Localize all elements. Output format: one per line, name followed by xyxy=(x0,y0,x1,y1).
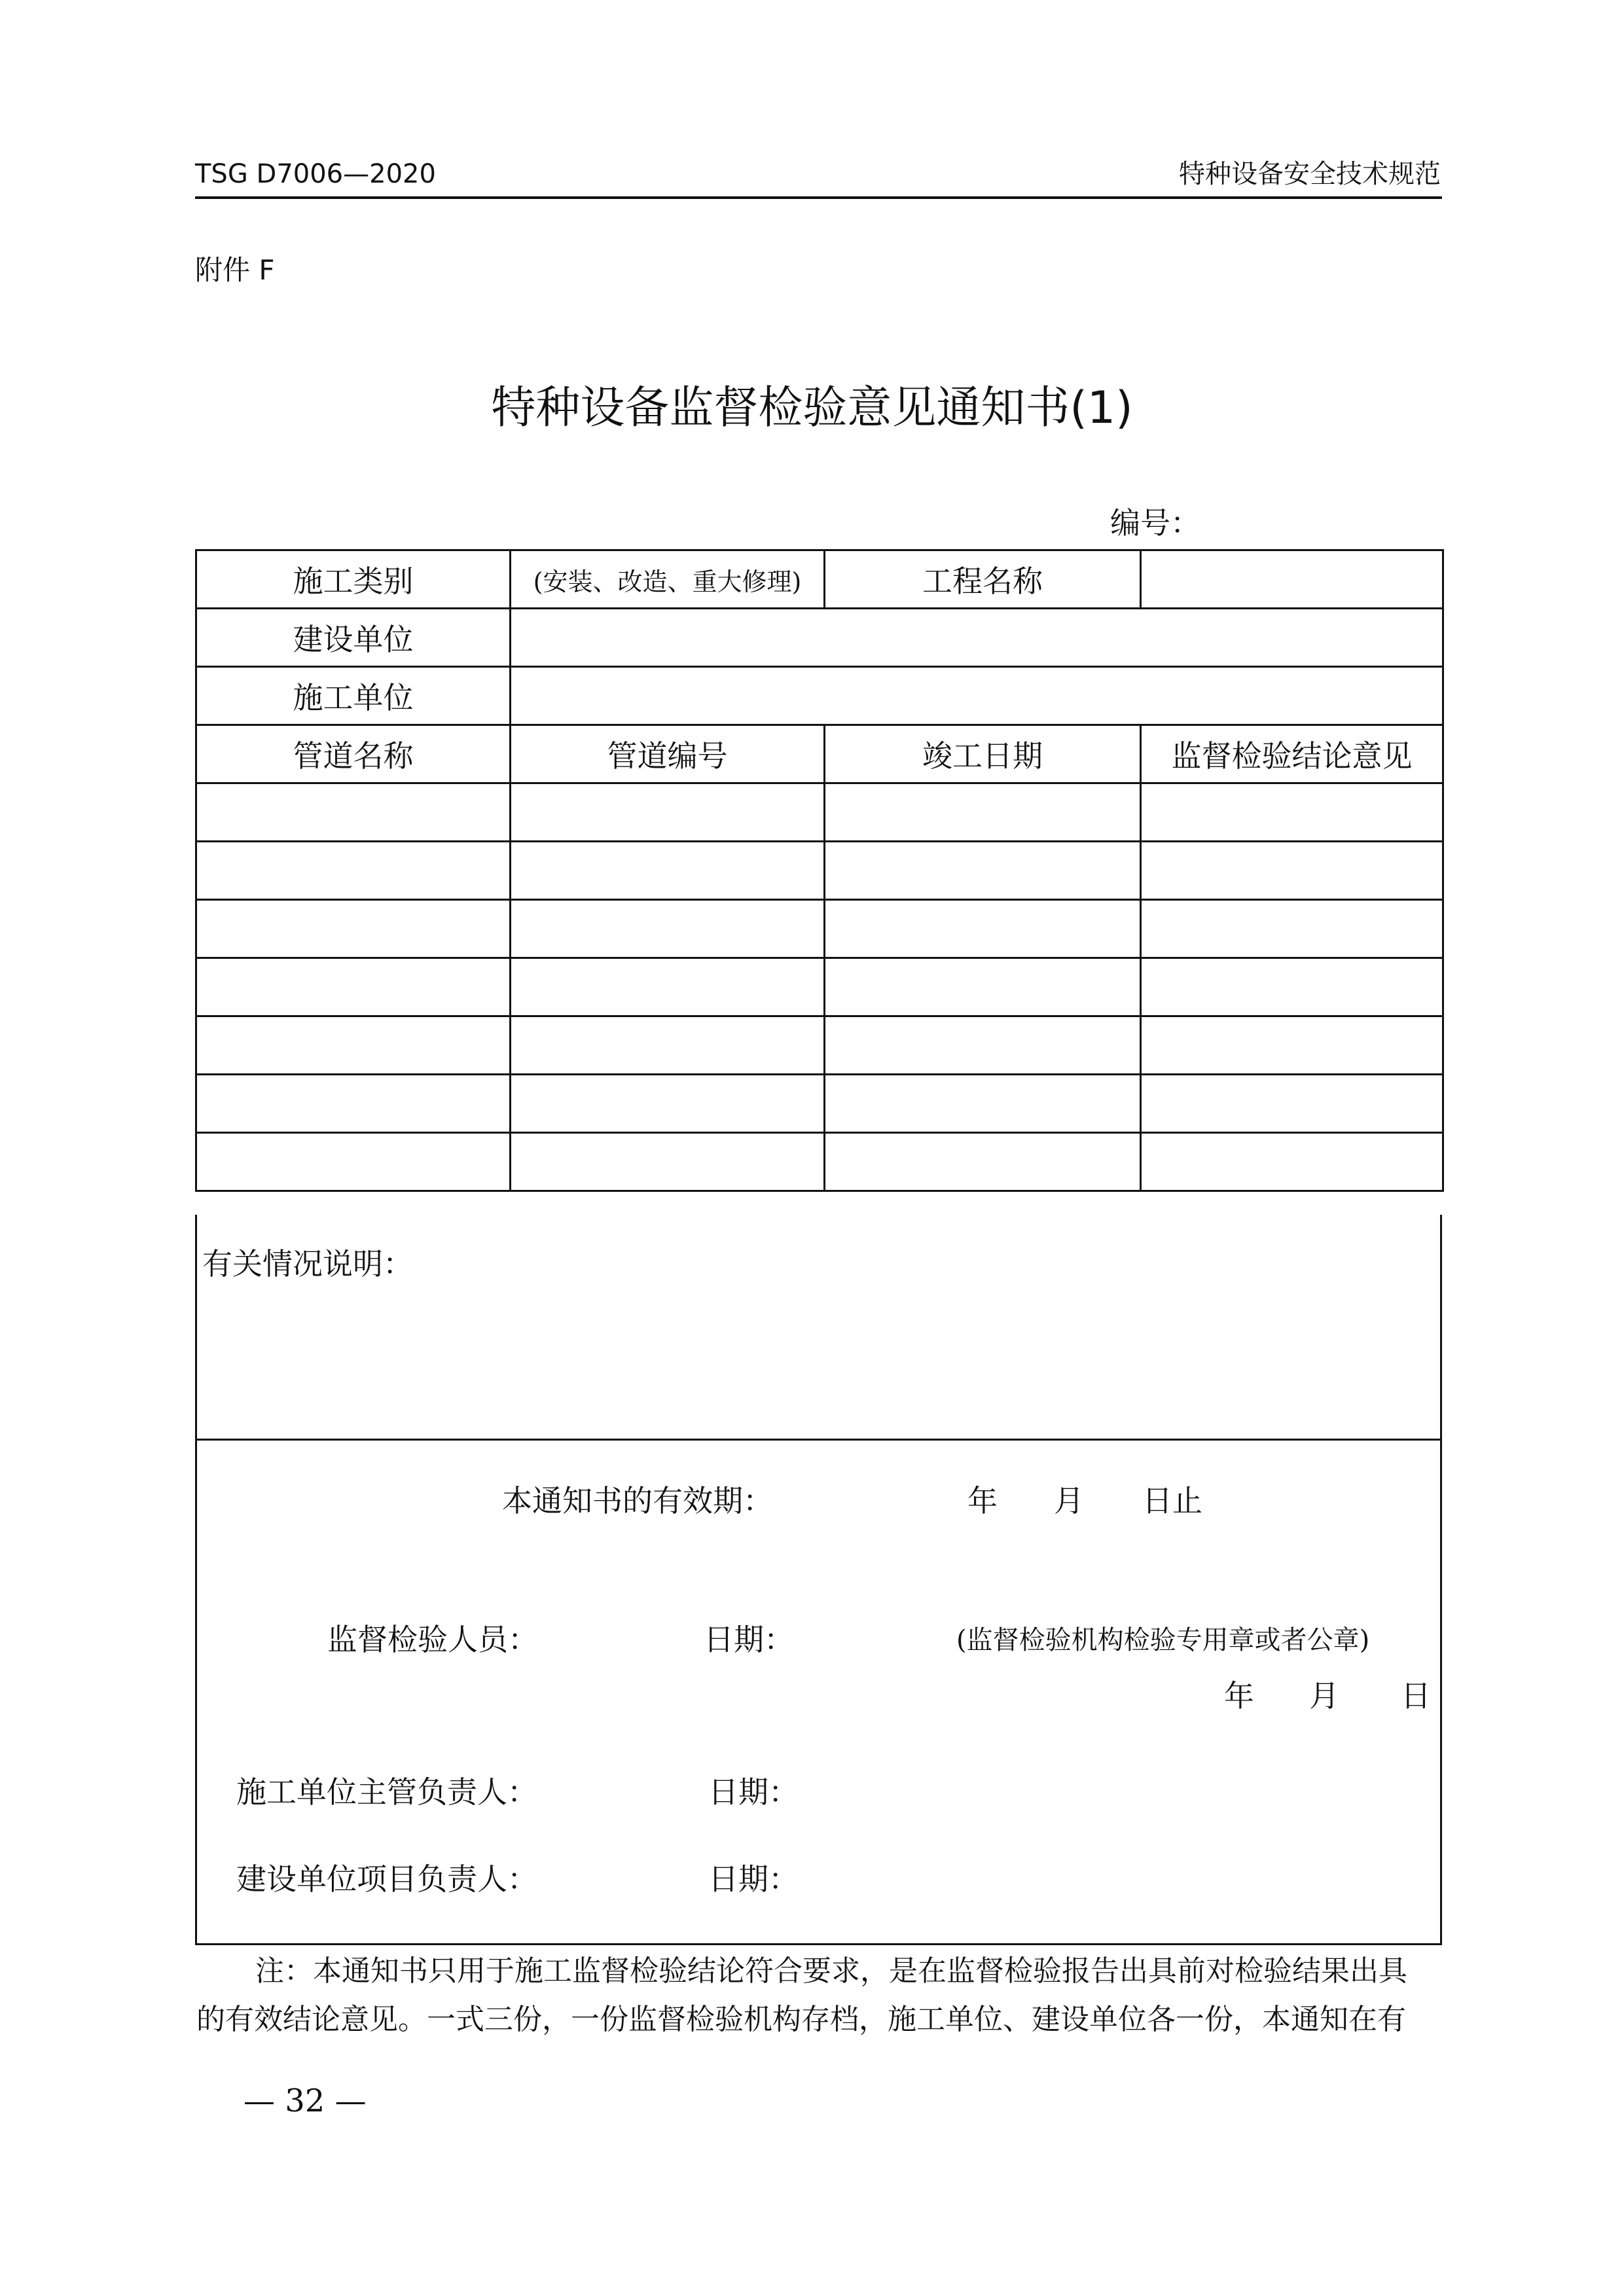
contractor-label: 施工单位 xyxy=(196,667,511,725)
owner-field[interactable] xyxy=(511,609,1443,667)
project-name-field[interactable] xyxy=(1141,550,1443,609)
seal-year: 年 xyxy=(1224,1678,1254,1713)
seal-month: 月 xyxy=(1309,1678,1339,1713)
header-rule xyxy=(195,196,1442,199)
cell[interactable] xyxy=(196,958,511,1016)
remarks-label: 有关情况说明： xyxy=(202,1246,413,1282)
cell[interactable] xyxy=(1141,842,1443,900)
table-row xyxy=(196,550,1443,609)
table-row xyxy=(196,1016,1443,1075)
table-row xyxy=(196,842,1443,900)
appendix-label: 附件 F xyxy=(195,254,275,286)
cell[interactable] xyxy=(825,842,1141,900)
serial-label: 编号： xyxy=(1110,505,1200,541)
note-line-1: 注：本通知书只用于施工监督检验结论符合要求，是在监督检验报告出具前对检验结果出具 xyxy=(255,1954,1407,1988)
owner-head-label: 建设单位项目负责人： xyxy=(236,1861,537,1897)
cell[interactable] xyxy=(1141,1016,1443,1075)
inspector-date-label: 日期： xyxy=(704,1622,794,1657)
page-number: — 32 — xyxy=(244,2083,367,2119)
inspection-table xyxy=(195,549,1444,1192)
table-row xyxy=(196,1075,1443,1133)
owner-head-date-label: 日期： xyxy=(708,1861,799,1897)
cell[interactable] xyxy=(825,1016,1141,1075)
cell[interactable] xyxy=(196,842,511,900)
cell[interactable] xyxy=(1141,900,1443,958)
cell[interactable] xyxy=(196,783,511,842)
cell[interactable] xyxy=(1141,958,1443,1016)
cell[interactable] xyxy=(1141,783,1443,842)
validity-year: 年 xyxy=(967,1483,998,1518)
cell[interactable] xyxy=(511,1075,825,1133)
cell[interactable] xyxy=(511,900,825,958)
cell[interactable] xyxy=(511,783,825,842)
inspector-label: 监督检验人员： xyxy=(327,1622,538,1657)
owner-label: 建设单位 xyxy=(196,609,511,667)
cell[interactable] xyxy=(196,1016,511,1075)
doc-code: TSG D7006—2020 xyxy=(195,159,436,189)
seal-note: (监督检验机构检验专用章或者公章) xyxy=(956,1625,1370,1655)
table-row xyxy=(196,1133,1443,1191)
construction-type-label: 施工类别 xyxy=(196,550,511,609)
column-header: 管道名称 xyxy=(196,725,511,783)
table-row xyxy=(196,609,1443,667)
validity-day: 日止 xyxy=(1142,1483,1202,1518)
table-row xyxy=(196,783,1443,842)
cell[interactable] xyxy=(196,900,511,958)
series-title: 特种设备安全技术规范 xyxy=(1179,159,1441,189)
cell[interactable] xyxy=(1141,1075,1443,1133)
column-header: 管道编号 xyxy=(511,725,825,783)
cell[interactable] xyxy=(511,1133,825,1191)
cell[interactable] xyxy=(1141,1133,1443,1191)
contractor-head-label: 施工单位主管负责人： xyxy=(236,1774,537,1810)
construction-type-options[interactable]: (安装、改造、重大修理) xyxy=(511,550,825,609)
contractor-field[interactable] xyxy=(511,667,1443,725)
note-line-2: 的有效结论意见。一式三份，一份监督检验机构存档，施工单位、建设单位各一份，本通知在有 xyxy=(196,2003,1406,2036)
column-header: 监督检验结论意见 xyxy=(1141,725,1443,783)
validity-label: 本通知书的有效期： xyxy=(502,1483,773,1518)
cell[interactable] xyxy=(511,1016,825,1075)
cell[interactable] xyxy=(825,900,1141,958)
cell[interactable] xyxy=(511,958,825,1016)
table-row xyxy=(196,958,1443,1016)
cell[interactable] xyxy=(825,1133,1141,1191)
cell[interactable] xyxy=(825,958,1141,1016)
cell[interactable] xyxy=(825,1075,1141,1133)
table-row xyxy=(196,900,1443,958)
table-header-row xyxy=(196,725,1443,783)
table-row xyxy=(196,667,1443,725)
cell[interactable] xyxy=(825,783,1141,842)
contractor-head-date-label: 日期： xyxy=(708,1774,799,1810)
validity-month: 月 xyxy=(1054,1483,1084,1518)
cell[interactable] xyxy=(511,842,825,900)
seal-day: 日 xyxy=(1401,1678,1431,1713)
project-name-label: 工程名称 xyxy=(825,550,1141,609)
page-title: 特种设备监督检验意见通知书(1) xyxy=(491,382,1133,434)
cell[interactable] xyxy=(196,1133,511,1191)
column-header: 竣工日期 xyxy=(825,725,1141,783)
cell[interactable] xyxy=(196,1075,511,1133)
